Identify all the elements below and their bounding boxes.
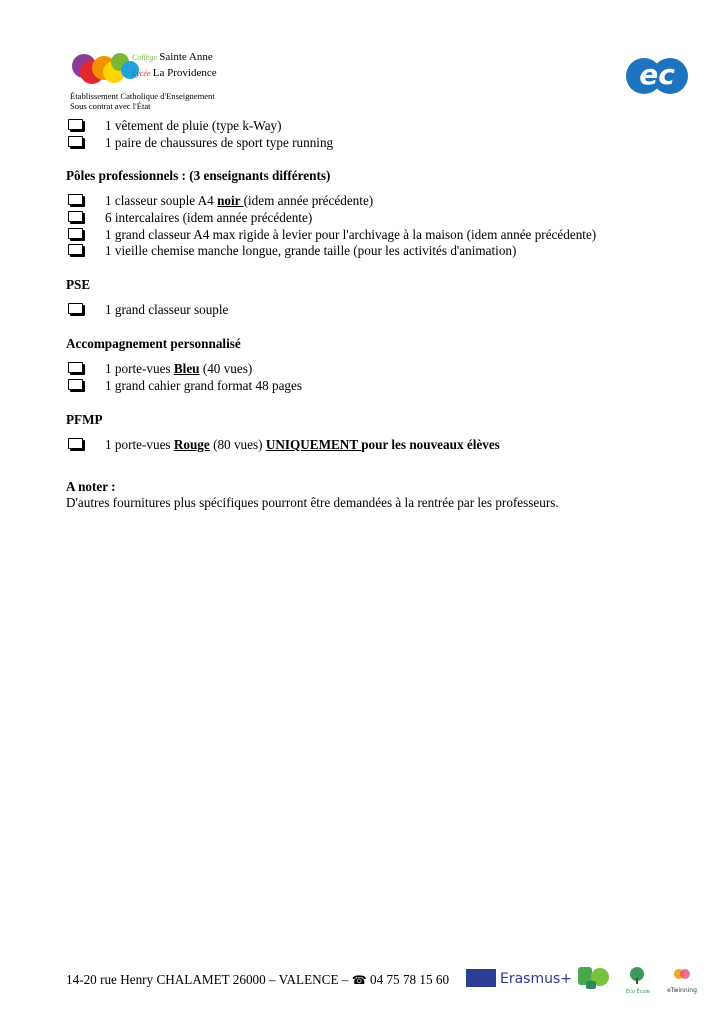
checkbox-icon (68, 136, 83, 147)
list-item: 1 grand cahier grand format 48 pages (68, 378, 302, 395)
note-text: D'autres fournitures plus spécifiques pourront être demandées à la rentrée par les professeurs. (66, 495, 559, 510)
tagline-1: Établissement Catholique d'Enseignement (70, 91, 215, 101)
list-item: 1 porte-vues Bleu (40 vues) (68, 361, 252, 378)
etwinning-icon (672, 966, 692, 982)
tagline-2: Sous contrat avec l'État (70, 101, 151, 111)
list-item: 1 classeur souple A4 noir (idem année précédente) (68, 193, 373, 210)
erasmus-logo: Erasmus+ (500, 971, 573, 987)
college-name: Sainte Anne (159, 51, 213, 63)
etwinning-logo: eTwinning (664, 966, 700, 992)
lycee-name: La Providence (152, 67, 217, 79)
section-title-pse: PSE (66, 277, 91, 292)
footer-address: 14-20 rue Henry CHALAMET 26000 – VALENCE – ☎ 04 75 78 15 60 (66, 972, 450, 987)
checkbox-icon (68, 438, 83, 449)
list-item: 1 grand classeur souple (68, 302, 228, 319)
phone-icon: ☎ (351, 973, 367, 987)
checkbox-icon (68, 244, 83, 255)
logo-circles-icon (70, 48, 140, 90)
checkbox-icon (68, 362, 83, 373)
list-item: 1 grand classeur A4 max rigide à levier pour l'archivage à la maison (idem année précédente) (68, 227, 596, 244)
checkbox-icon (68, 303, 83, 314)
list-item: 1 vieille chemise manche longue, grande taille (pour les activités d'animation) (68, 243, 516, 260)
checkbox-icon (68, 194, 83, 205)
list-item: 6 intercalaires (idem année précédente) (68, 210, 312, 227)
lycee-prefix: Lycée (132, 69, 151, 78)
footer-phone: 04 75 78 15 60 (369, 972, 450, 987)
list-item: 1 vêtement de pluie (type k-Way) (68, 118, 282, 135)
school-logo (70, 48, 270, 118)
college-prefix: Collège (132, 53, 157, 62)
ec-logo-text: ec (639, 58, 675, 91)
section-title-pfmp: PFMP (66, 412, 103, 427)
note-title: A noter : (66, 479, 116, 494)
ec-logo (624, 56, 690, 96)
checkbox-icon (68, 228, 83, 239)
section-title-poles: Pôles professionnels : (3 enseignants différents) (66, 168, 331, 183)
checkbox-icon (68, 211, 83, 222)
checkbox-icon (68, 119, 83, 130)
section-title-ap: Accompagnement personnalisé (66, 336, 241, 351)
list-item: 1 porte-vues Rouge (80 vues) UNIQUEMENT pour les nouveaux élèves (68, 437, 500, 454)
eco-ecole-logo: Eco École (626, 966, 648, 992)
eu-flag-icon (466, 969, 496, 987)
checkbox-icon (68, 379, 83, 390)
tree-icon (626, 966, 648, 984)
e3d-logo-icon (576, 965, 612, 991)
list-item: 1 paire de chaussures de sport type running (68, 135, 333, 152)
